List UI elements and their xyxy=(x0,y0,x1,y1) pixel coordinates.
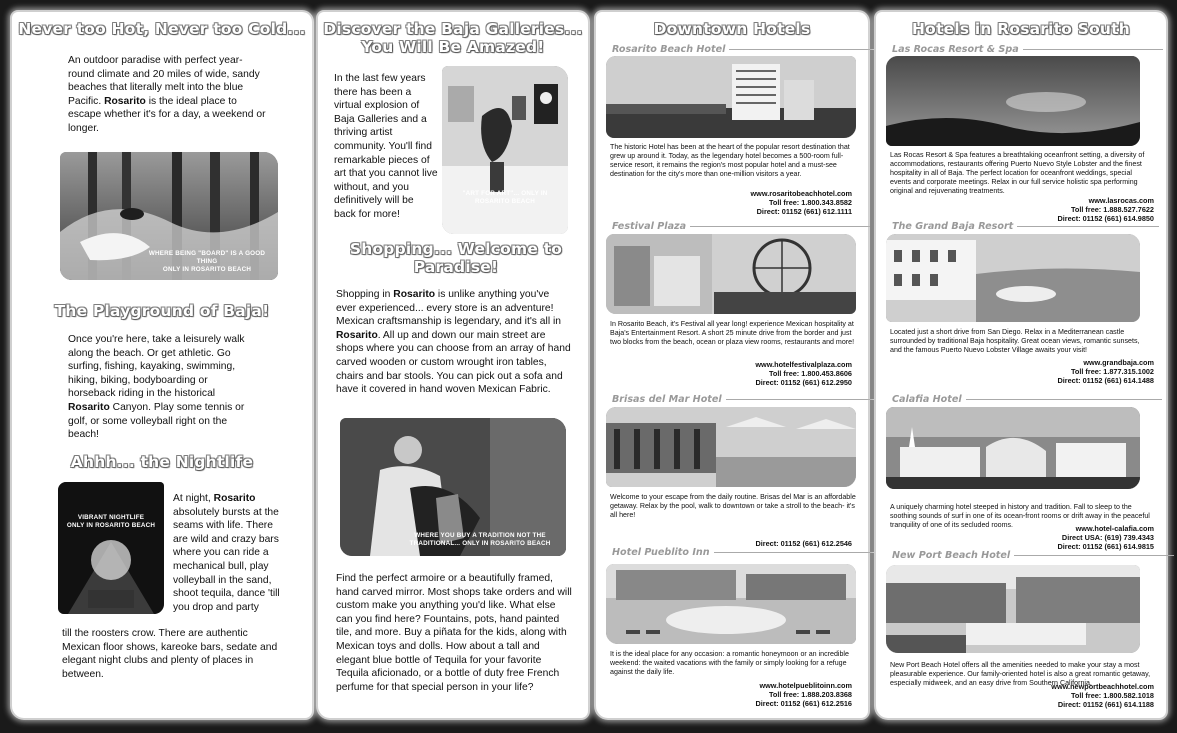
hotel-title-brisas-del-mar: Brisas del Mar Hotel xyxy=(612,394,874,405)
column-beach xyxy=(12,12,312,718)
hotel-toll-free: Toll free: 1.888.527.7622 xyxy=(1070,205,1154,215)
las-rocas-contact xyxy=(974,196,1154,224)
hotel-title-new-port-beach: New Port Beach Hotel xyxy=(892,550,1174,561)
hotel-title-las-rocas: Las Rocas Resort & Spa xyxy=(892,44,1163,55)
surfer-caption: WHERE BEING "BOARD" IS A GOOD THING ONLY IN ROSARITO BEACH xyxy=(148,250,266,273)
gallery-image xyxy=(442,66,568,234)
tradition-caption: WHERE YOU BUY A TRADITION NOT THE TRADITIONAL... ONLY IN ROSARITO BEACH xyxy=(409,532,551,547)
hotel-direct-phone: Direct: 01152 (661) 614.9815 xyxy=(1057,542,1154,552)
heading-rosarito-south: Hotels in Rosarito South xyxy=(912,20,1130,38)
hotel-direct-usa: Direct USA: (619) 739.4343 xyxy=(1061,533,1154,543)
hotel-toll-free: Toll free: 1.888.203.8368 xyxy=(768,690,852,700)
hotel-website-link[interactable]: www.hotelpueblitoinn.com xyxy=(759,681,852,690)
calafia-image xyxy=(886,407,1140,489)
hotel-website-link[interactable]: www.hotel-calafia.com xyxy=(1075,524,1154,533)
hotel-direct-phone: Direct: 01152 (661) 612.2516 xyxy=(755,699,852,709)
hotel-direct-phone: Direct: 01152 (661) 612.2950 xyxy=(755,378,852,388)
heading-discover-galleries: Discover the Baja Galleries... You Will Be Amazed! xyxy=(323,20,583,56)
new-port-beach-description: New Port Beach Hotel offers all the amenities needed to make your stay a most pleasurable experience. Our family-oriented hotel is also a great romantic getaway, especially midweek, and an easy drive from Southern California. xyxy=(890,661,1151,688)
hotel-website-link[interactable]: www.hotelfestivalplaza.com xyxy=(755,360,852,369)
rosarito-beach-hotel-image xyxy=(606,56,856,138)
heading-never-too-hot: Never too Hot, Never too Cold... xyxy=(18,20,306,38)
nightlife-photo xyxy=(58,482,164,614)
new-port-beach-image xyxy=(886,565,1140,653)
title-rule xyxy=(729,49,881,50)
festival-plaza-photo xyxy=(606,234,856,314)
pueblito-inn-image xyxy=(606,564,856,644)
playground-paragraph: Once you're here, take a leisurely walk along the beach. Or get athletic. Go surfing, fishing, kayaking, swimming, hiking, biking, bodyboarding or horseback riding in the historical Rosarito Canyon. Play some tennis or golf, or some volleyball right on the beach! xyxy=(68,334,245,441)
new-port-beach-contact xyxy=(974,682,1154,710)
heading-nightlife: Ahhh... the Nightlife xyxy=(70,453,254,471)
grand-baja-photo xyxy=(886,234,1140,322)
pueblito-inn-photo xyxy=(606,564,856,644)
title-rule xyxy=(1014,555,1174,556)
title-rule xyxy=(714,552,874,553)
pueblito-inn-contact xyxy=(672,681,852,709)
new-port-beach-photo xyxy=(886,565,1140,653)
hotel-title-pueblito-inn: Hotel Pueblito Inn xyxy=(612,547,874,558)
hotel-toll-free: Toll free: 1.800.343.8582 xyxy=(768,198,852,208)
column-galleries-shopping xyxy=(318,12,588,718)
hotel-direct-phone: Direct: 01152 (661) 614.9850 xyxy=(1057,214,1154,224)
hotel-title-festival-plaza: Festival Plaza xyxy=(612,221,870,232)
title-rule xyxy=(1017,226,1159,227)
title-rule xyxy=(726,399,874,400)
brisas-del-mar-description: Welcome to your escape from the daily routine. Brisas del Mar is an affordable getaway. Relax by the pool, walk to downtown or take a stroll to the beach- it's all here! xyxy=(610,493,856,520)
nightlife-paragraph-continued: till the roosters crow. There are authentic Mexican floor shows, kareoke bars, sedate and elegant night clubs and plenty of places in between. xyxy=(62,628,278,680)
festival-plaza-image xyxy=(606,234,856,314)
hotel-toll-free: Toll free: 1.877.315.1002 xyxy=(1070,367,1154,377)
calafia-contact xyxy=(974,524,1154,552)
title-rule xyxy=(690,226,870,227)
shopping-paragraph-2: Find the perfect armoire or a beautifully framed, hand carved mirror. Most shops take orders and will custom make you anything you'd like. What else can you find here? Fountains, pots, hand painted tile, and more. Buy a piñata for the kids, along with Mexican toys and dolls. How about a tall and elegant blue bottle of Tequila for your favorite Tequila aficionado, or a bottle of duty free French perfume for that special person in your life? xyxy=(336,573,572,693)
hotel-title-rosarito-beach: Rosarito Beach Hotel xyxy=(612,44,881,55)
hotel-website-link[interactable]: www.rosaritobeachhotel.com xyxy=(750,189,852,198)
hotel-toll-free: Toll free: 1.800.453.8606 xyxy=(768,369,852,379)
grand-baja-contact xyxy=(974,358,1154,386)
hotel-direct-phone: Direct: 01152 (661) 614.1488 xyxy=(1057,376,1154,386)
intro-paragraph: An outdoor paradise with perfect year-round climate and 20 miles of wide, sandy beaches that literally melt into the blue Pacific. Rosarito is the ideal place to escape whether it's for a day, a weekend or longer. xyxy=(68,55,266,134)
grand-baja-description: Located just a short drive from San Diego. Relax in a Mediterranean castle surrounded by traditional Baja hospitality. Great ocean views, romantic sunsets, and the famous Puerto Nuevo Lobster Village awaits your visit! xyxy=(890,328,1140,355)
title-rule xyxy=(966,399,1162,400)
hotel-direct-phone: Direct: 01152 (661) 612.2546 xyxy=(755,539,852,548)
brisas-del-mar-photo xyxy=(606,407,856,487)
las-rocas-photo xyxy=(886,56,1140,146)
hotel-title-calafia: Calafia Hotel xyxy=(892,394,1162,405)
rosarito-beach-hotel-description: The historic Hotel has been at the heart of the popular resort destination that grew up around it. Today, as the legendary hotel becomes a 500-room full-service resort, it remains the region's most popular hotel and a must-see destination for the city's more than one-million visitors a year. xyxy=(610,143,850,179)
heading-shopping: Shopping... Welcome to Paradise! xyxy=(349,240,563,276)
column-rosarito-south xyxy=(876,12,1166,718)
tradition-photo xyxy=(340,418,566,556)
column-downtown-hotels xyxy=(596,12,868,718)
rosarito-beach-hotel-photo xyxy=(606,56,856,138)
title-rule xyxy=(1023,49,1163,50)
gallery-photo xyxy=(442,66,568,234)
festival-plaza-contact xyxy=(672,360,852,388)
nightlife-caption: VIBRANT NIGHTLIFE ONLY IN ROSARITO BEACH xyxy=(66,514,156,529)
grand-baja-image xyxy=(886,234,1140,322)
surfer-photo xyxy=(60,152,278,280)
hotel-title-grand-baja: The Grand Baja Resort xyxy=(892,221,1159,232)
hotel-website-link[interactable]: www.lasrocas.com xyxy=(1088,196,1154,205)
gallery-paragraph: In the last few years there has been a virtual explosion of Baja Galleries and a thriving artist community. You'll find remarkable pieces of art that you cannot live without, and you definitively will be back for more! xyxy=(334,73,438,220)
calafia-photo xyxy=(886,407,1140,489)
brisas-del-mar-image xyxy=(606,407,856,487)
hotel-website-link[interactable]: www.newportbeachhotel.com xyxy=(1051,682,1154,691)
hotel-toll-free: Toll free: 1.800.582.1018 xyxy=(1070,691,1154,701)
gallery-caption: "ART FOR ART"... ONLY IN ROSARITO BEACH xyxy=(462,190,548,205)
rosarito-beach-hotel-contact xyxy=(672,189,852,217)
festival-plaza-description: In Rosarito Beach, it's Festival all year long! experience Mexican hospitality at Baja's Entertainment Resort. A short 25 minute drive from the border and just two blocks from the beach, ocean or plaza view rooms, restaurants and more! xyxy=(610,320,855,347)
nightlife-paragraph: At night, Rosarito absolutely bursts at the seams with life. There are wild and crazy bars where you can ride a mechanical bull, play volleyball in the sand, shoot tequila, dance 'till you drop and party xyxy=(173,493,280,613)
hotel-website-link[interactable]: www.grandbaja.com xyxy=(1083,358,1154,367)
heading-downtown-hotels: Downtown Hotels xyxy=(653,20,811,38)
hotel-direct-phone: Direct: 01152 (661) 612.1111 xyxy=(756,207,852,217)
pueblito-inn-description: It is the ideal place for any occasion: a romantic honeymoon or an incredible weekend: the waited vacations with the family or simply looking for a refuge against the daily life. xyxy=(610,650,849,677)
las-rocas-image xyxy=(886,56,1140,146)
shopping-paragraph: Shopping in Rosarito is unlike anything you've ever experienced... every store is an adventure! Mexican craftsmanship is legendary, and it's all in Rosarito. All up and down our main street are shops where you can choose from an array of hand carved wooden or custom wrought iron tables, chairs and bar stools. You can pick out a sofa and have it covered in hand woven Mexican Fabric. xyxy=(336,289,571,396)
hotel-direct-phone: Direct: 01152 (661) 614.1188 xyxy=(1057,700,1154,710)
las-rocas-description: Las Rocas Resort & Spa features a breathtaking oceanfront setting, a diversity of accommodations, restaurants offering Puerto Nuevo Style Lobster and the finest hospitality in all of Baja. The perfect location for oceanfront weddings, special events and corporate meetings. Relax in our full service holistic spa performing original and rejuvenating treatments. xyxy=(890,151,1145,196)
nightlife-image xyxy=(58,482,164,614)
calafia-description: A uniquely charming hotel steeped in history and tradition. Fall to sleep to the soothing sounds of surf in one of its ocean-front rooms or drift away in the peaceful tranquility of one of its secluded rooms. xyxy=(890,503,1150,530)
heading-playground: The Playground of Baja! xyxy=(54,302,270,320)
